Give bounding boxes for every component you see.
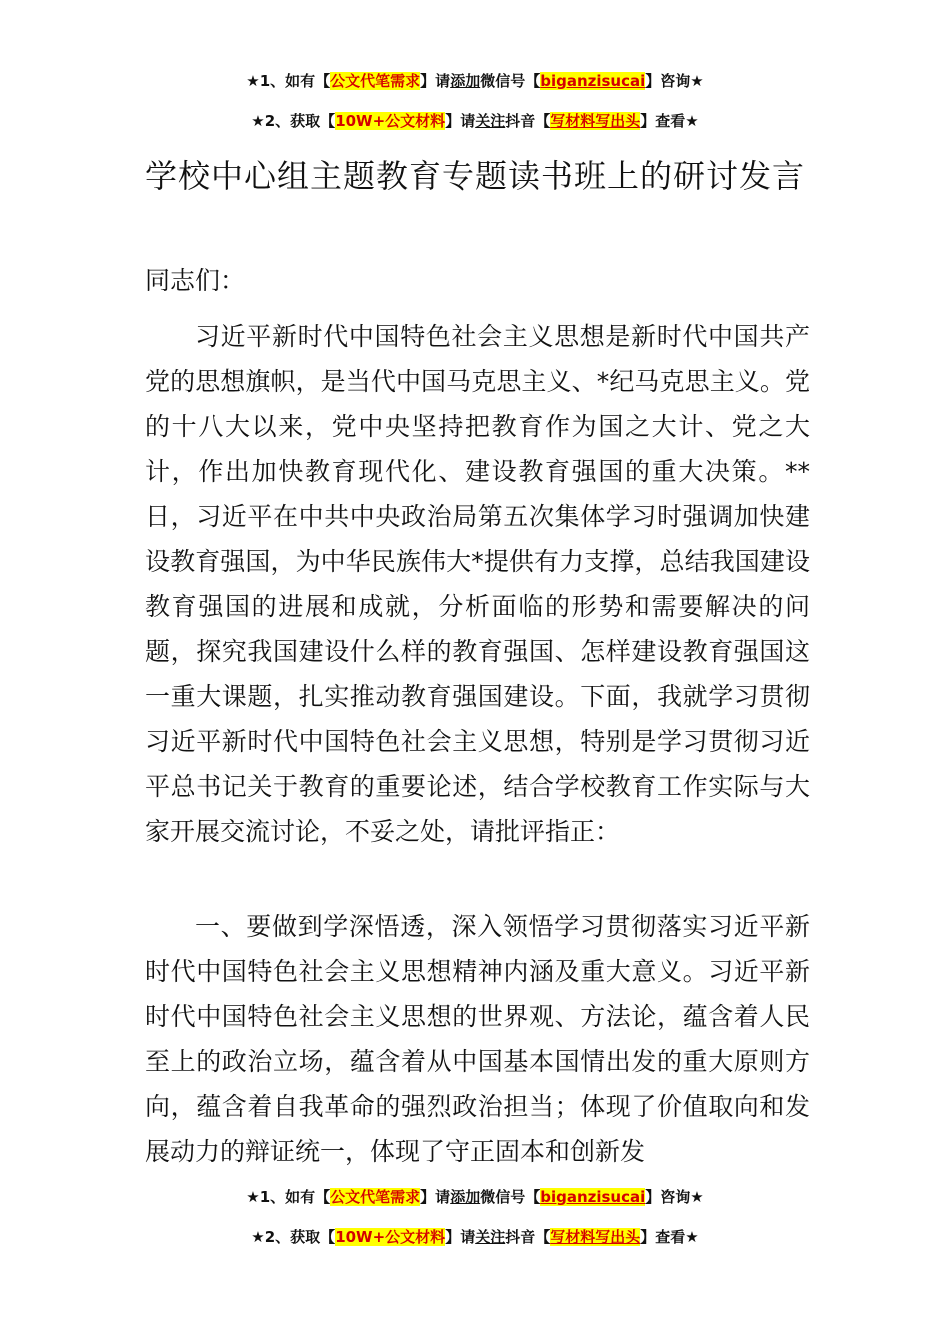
banner-text: 抖音【 — [505, 1228, 551, 1246]
paragraph-intro: 习近平新时代中国特色社会主义思想是新时代中国共产党的思想旗帜，是当代中国马克思主义、*纪马克思主义。党的十八大以来，党中央坚持把教育作为国之大计、党之大计，作出加快教育现代化、建设教育强国的重大决策。**日，习近平在中共中央政治局第五次集体学习时强调加快建设教育强国，为中华民族伟大*提供有力支撑，总结我国建设教育强国的进展和成就，分析面临的形势和需要解决的问题，探究我国建设什么样的教育强国、怎样建设教育强国这一重大课题，扎实推动教育强国建设。下面，我就学习贯彻习近平新时代中国特色社会主义思想，特别是学习贯彻习近平总书记关于教育的重要论述，结合学校教育工作实际与大家开展交流讨论，不妥之处，请批评指正： — [145, 322, 810, 846]
banner-text: 微信号【 — [480, 72, 541, 90]
banner-text: 】查看★ — [640, 1228, 699, 1246]
banner-text: 】查看★ — [640, 112, 699, 130]
banner-text: 】请 — [420, 72, 451, 90]
banner-text: ★1、如有【 — [246, 1188, 331, 1206]
banner-text: 】咨询★ — [645, 72, 704, 90]
banner-text: ★2、获取【 — [251, 1228, 336, 1246]
promo-banner-top-1 — [0, 70, 950, 92]
highlight-materials: 10W+公文材料 — [335, 112, 446, 130]
highlight-douyin-account: 写材料写出头 — [550, 1228, 641, 1246]
banner-text: 微信号【 — [480, 1188, 541, 1206]
banner-emphasis: 添加 — [450, 72, 481, 90]
paragraph-section-one: 一、要做到学深悟透，深入领悟学习贯彻落实习近平新时代中国特色社会主义思想精神内涵及重大意义。习近平新时代中国特色社会主义思想的世界观、方法论，蕴含着人民至上的政治立场，蕴含着从中国基本国情出发的重大原则方向，蕴含着自我革命的强烈政治担当；体现了价值取向和发展动力的辩证统一，体现了守正固本和创新发 — [145, 912, 810, 1166]
banner-emphasis: 添加 — [450, 1188, 481, 1206]
banner-text: ★2、获取【 — [251, 112, 336, 130]
highlight-service: 公文代笔需求 — [330, 1188, 421, 1206]
banner-emphasis: 关注 — [475, 112, 506, 130]
highlight-douyin-account: 写材料写出头 — [550, 112, 641, 130]
banner-text: 】请 — [445, 1228, 476, 1246]
highlight-materials: 10W+公文材料 — [335, 1228, 446, 1246]
banner-text: 抖音【 — [505, 112, 551, 130]
highlight-wechat-id: biganzisucai — [540, 72, 646, 90]
document-title: 学校中心组主题教育专题读书班上的研讨发言 — [145, 157, 806, 195]
promo-banner-bottom-1 — [0, 1186, 950, 1208]
banner-emphasis: 关注 — [475, 1228, 506, 1246]
promo-banner-top-2 — [0, 110, 950, 132]
banner-text: ★1、如有【 — [246, 72, 331, 90]
salutation: 同志们： — [145, 266, 246, 295]
banner-text: 】请 — [445, 112, 476, 130]
highlight-service: 公文代笔需求 — [330, 72, 421, 90]
banner-text: 】请 — [420, 1188, 451, 1206]
banner-text: 】咨询★ — [645, 1188, 704, 1206]
highlight-wechat-id: biganzisucai — [540, 1188, 646, 1206]
promo-banner-bottom-2 — [0, 1226, 950, 1248]
